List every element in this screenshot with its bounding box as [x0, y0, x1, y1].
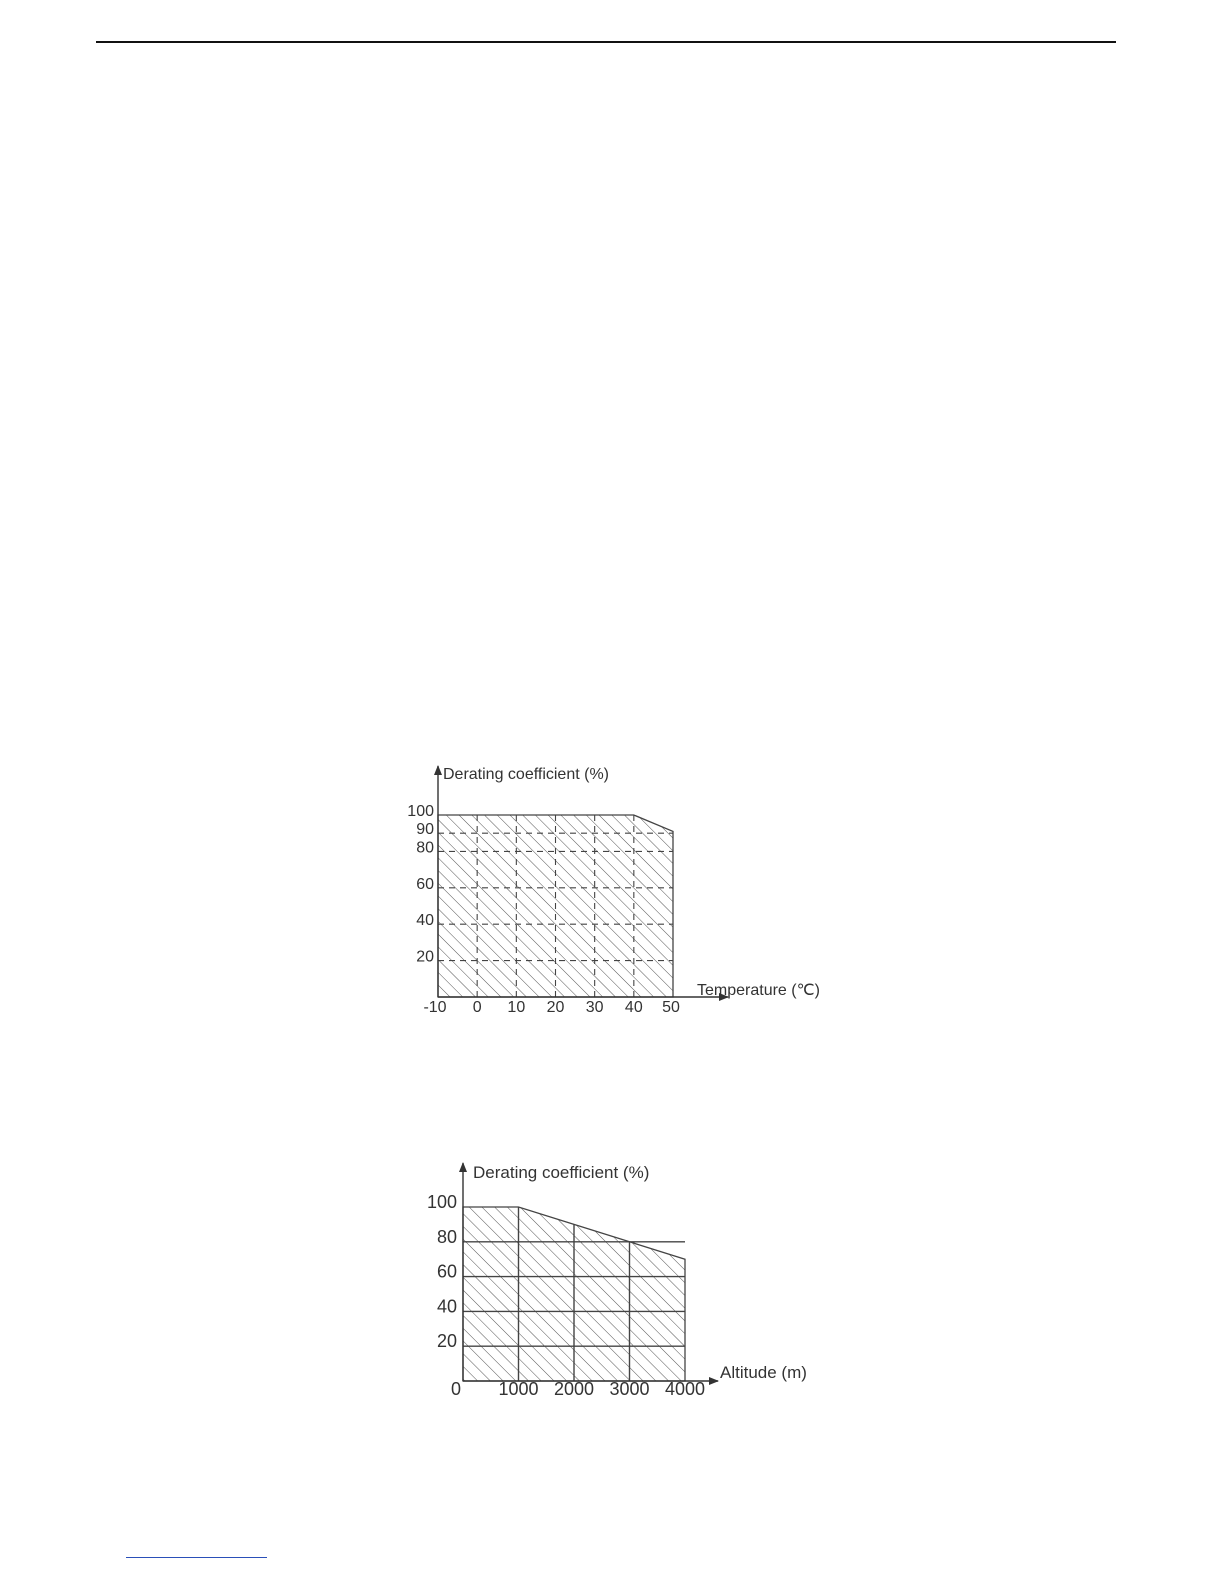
y-tick-label: 60: [416, 875, 434, 893]
x-tick-label: 20: [546, 999, 565, 1016]
x-tick-label: 10: [507, 999, 526, 1016]
y-tick-label: 90: [416, 821, 434, 839]
x-tick-label: 30: [585, 999, 604, 1016]
x-tick-label: 0: [472, 999, 482, 1016]
y-tick-label: 100: [407, 803, 434, 820]
x-tick-label: 3000: [609, 1379, 650, 1399]
y-tick-label: 20: [436, 1331, 457, 1352]
x-tick-label: 0: [450, 1379, 462, 1399]
y-tick-label: 20: [416, 948, 434, 966]
y-tick-label: 60: [436, 1261, 457, 1282]
y-tick-label: 80: [436, 1226, 457, 1247]
temperature-chart: [407, 766, 820, 1016]
footer-link-rule: [126, 1557, 267, 1558]
y-tick-label: 80: [416, 839, 434, 857]
y-axis-label: Derating coefficient (%): [443, 766, 609, 783]
y-tick-label: 40: [436, 1296, 457, 1317]
x-tick-label: 50: [662, 999, 680, 1016]
x-axis-label: Temperature (℃): [697, 982, 820, 999]
x-tick-label: 4000: [664, 1379, 706, 1399]
y-tick-label: 40: [416, 912, 434, 930]
y-axis-label: Derating coefficient (%): [473, 1163, 650, 1182]
x-tick-label: -10: [423, 999, 447, 1016]
y-tick-label: 100: [426, 1192, 457, 1212]
altitude-chart: [427, 1163, 807, 1399]
x-tick-label: 40: [624, 999, 643, 1016]
x-axis-label: Altitude (m): [720, 1363, 807, 1382]
x-tick-label: 2000: [553, 1379, 595, 1399]
x-tick-label: 1000: [498, 1379, 539, 1399]
